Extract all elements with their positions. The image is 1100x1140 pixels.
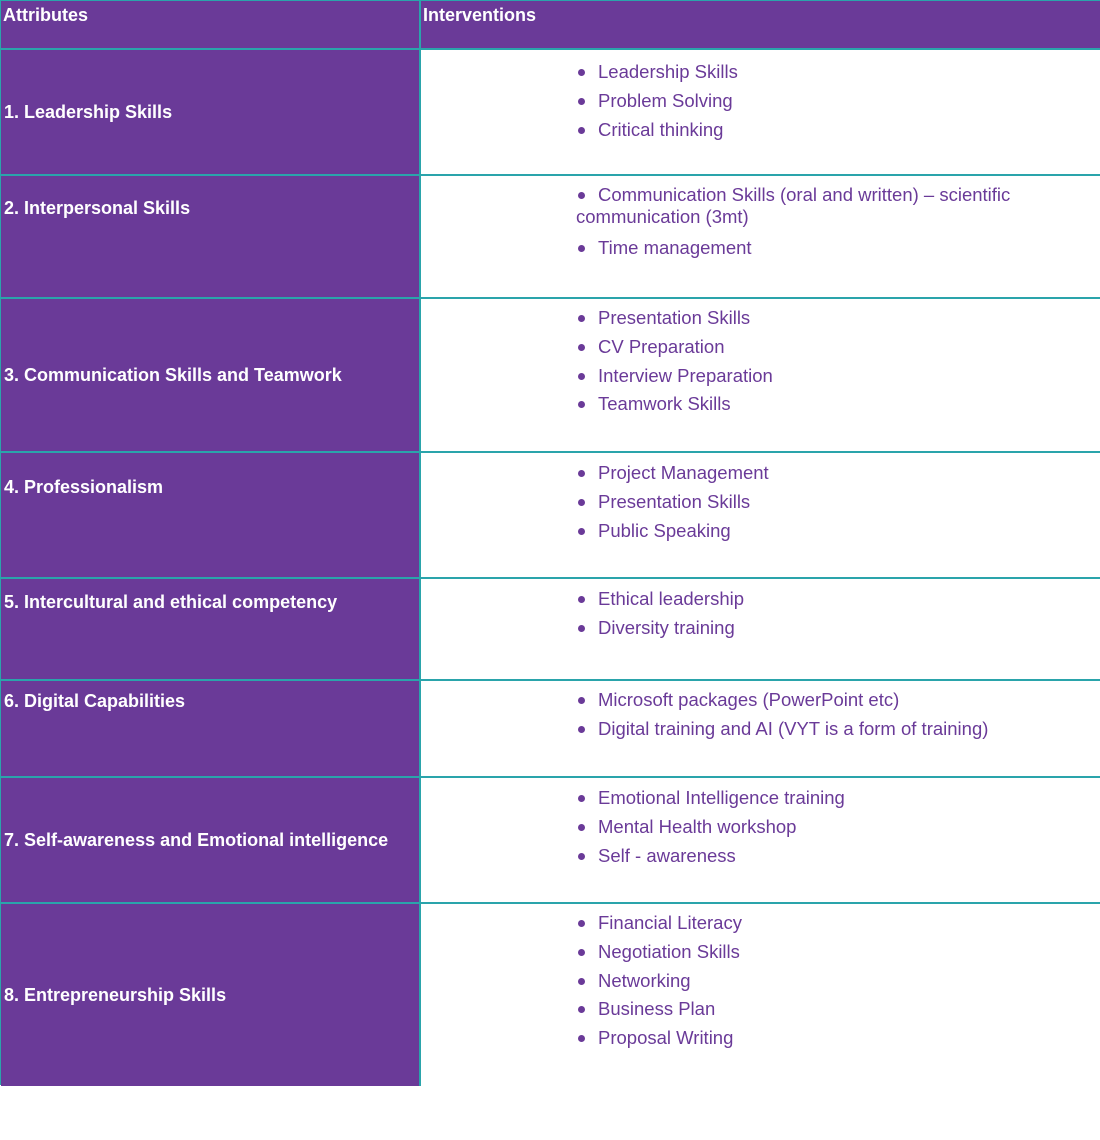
bullet-icon [578,245,585,252]
list-item: Networking [576,967,1051,996]
attribute-cell-3 [1,299,421,453]
bullet-icon [578,499,585,506]
bullet-icon [578,470,585,477]
list-item: CV Preparation [576,333,1051,362]
bullet-icon [578,373,585,380]
attribute-cell-8 [1,904,421,1086]
list-item: Public Speaking [576,517,1051,546]
list-item: Self - awareness [576,842,1051,871]
attribute-cell-1 [1,50,421,176]
list-item: Problem Solving [576,87,1051,116]
interventions-list [576,784,1051,870]
bullet-icon [578,978,585,985]
bullet-icon [578,192,585,199]
bullet-icon [578,401,585,408]
bullet-icon [578,949,585,956]
header-attributes: Attributes [1,1,421,50]
bullet-icon [578,853,585,860]
list-item: Diversity training [576,614,1051,643]
interventions-list [576,585,1051,643]
attribute-label: 2. Interpersonal Skills [4,198,191,218]
interventions-cell-3 [421,299,1100,453]
bullet-icon [578,596,585,603]
list-item: Project Management [576,459,1051,488]
bullet-icon [578,1006,585,1013]
attribute-label: 3. Communication Skills and Teamwork [4,364,342,385]
interventions-list [576,184,1051,263]
interventions-cell-5 [421,579,1100,681]
bullet-icon [578,315,585,322]
attribute-label: 8. Entrepreneurship Skills [4,984,227,1005]
attribute-label: 5. Intercultural and ethical competency [4,592,338,612]
attribute-cell-5 [1,579,421,681]
list-item: Digital training and AI (VYT is a form of training) [576,715,1051,744]
bullet-icon [578,625,585,632]
bullet-icon [578,697,585,704]
attribute-label: 6. Digital Capabilities [4,691,186,711]
attribute-cell-4 [1,453,421,579]
bullet-icon [578,98,585,105]
interventions-list [576,459,1051,545]
interventions-list [576,58,1051,144]
bullet-icon [578,824,585,831]
attribute-label: 4. Professionalism [4,477,164,497]
interventions-list [576,909,1051,1053]
list-item: Emotional Intelligence training [576,784,1051,813]
list-item: Proposal Writing [576,1024,1051,1053]
list-item: Time management [576,234,1051,263]
bullet-icon [578,344,585,351]
list-item: Presentation Skills [576,304,1051,333]
interventions-cell-2 [421,176,1100,299]
list-item: Teamwork Skills [576,390,1051,419]
list-item: Interview Preparation [576,362,1051,391]
list-item: Ethical leadership [576,585,1051,614]
interventions-list [576,686,1051,744]
interventions-cell-7 [421,778,1100,904]
list-item: Critical thinking [576,116,1051,145]
list-item: Negotiation Skills [576,938,1051,967]
list-item: Communication Skills (oral and written) – scientific communication (3mt) [576,184,1011,227]
attribute-label: 7. Self-awareness and Emotional intelligence [4,829,389,850]
list-item: Presentation Skills [576,488,1051,517]
header-interventions: Interventions [421,1,1100,50]
bullet-icon [578,69,585,76]
bullet-icon [578,1035,585,1042]
attribute-label: 1. Leadership Skills [4,101,173,122]
bullet-icon [578,528,585,535]
list-item: Business Plan [576,995,1051,1024]
interventions-cell-4 [421,453,1100,579]
list-item: Leadership Skills [576,58,1051,87]
interventions-cell-8 [421,904,1100,1086]
attribute-cell-6 [1,681,421,778]
list-item: Mental Health workshop [576,813,1051,842]
attribute-cell-2 [1,176,421,299]
attribute-cell-7 [1,778,421,904]
interventions-cell-1 [421,50,1100,176]
list-item: Microsoft packages (PowerPoint etc) [576,686,1051,715]
list-item: Financial Literacy [576,909,1051,938]
interventions-cell-6 [421,681,1100,778]
bullet-icon [578,795,585,802]
bullet-icon [578,726,585,733]
interventions-list [576,304,1051,419]
bullet-icon [578,920,585,927]
bullet-icon [578,127,585,134]
